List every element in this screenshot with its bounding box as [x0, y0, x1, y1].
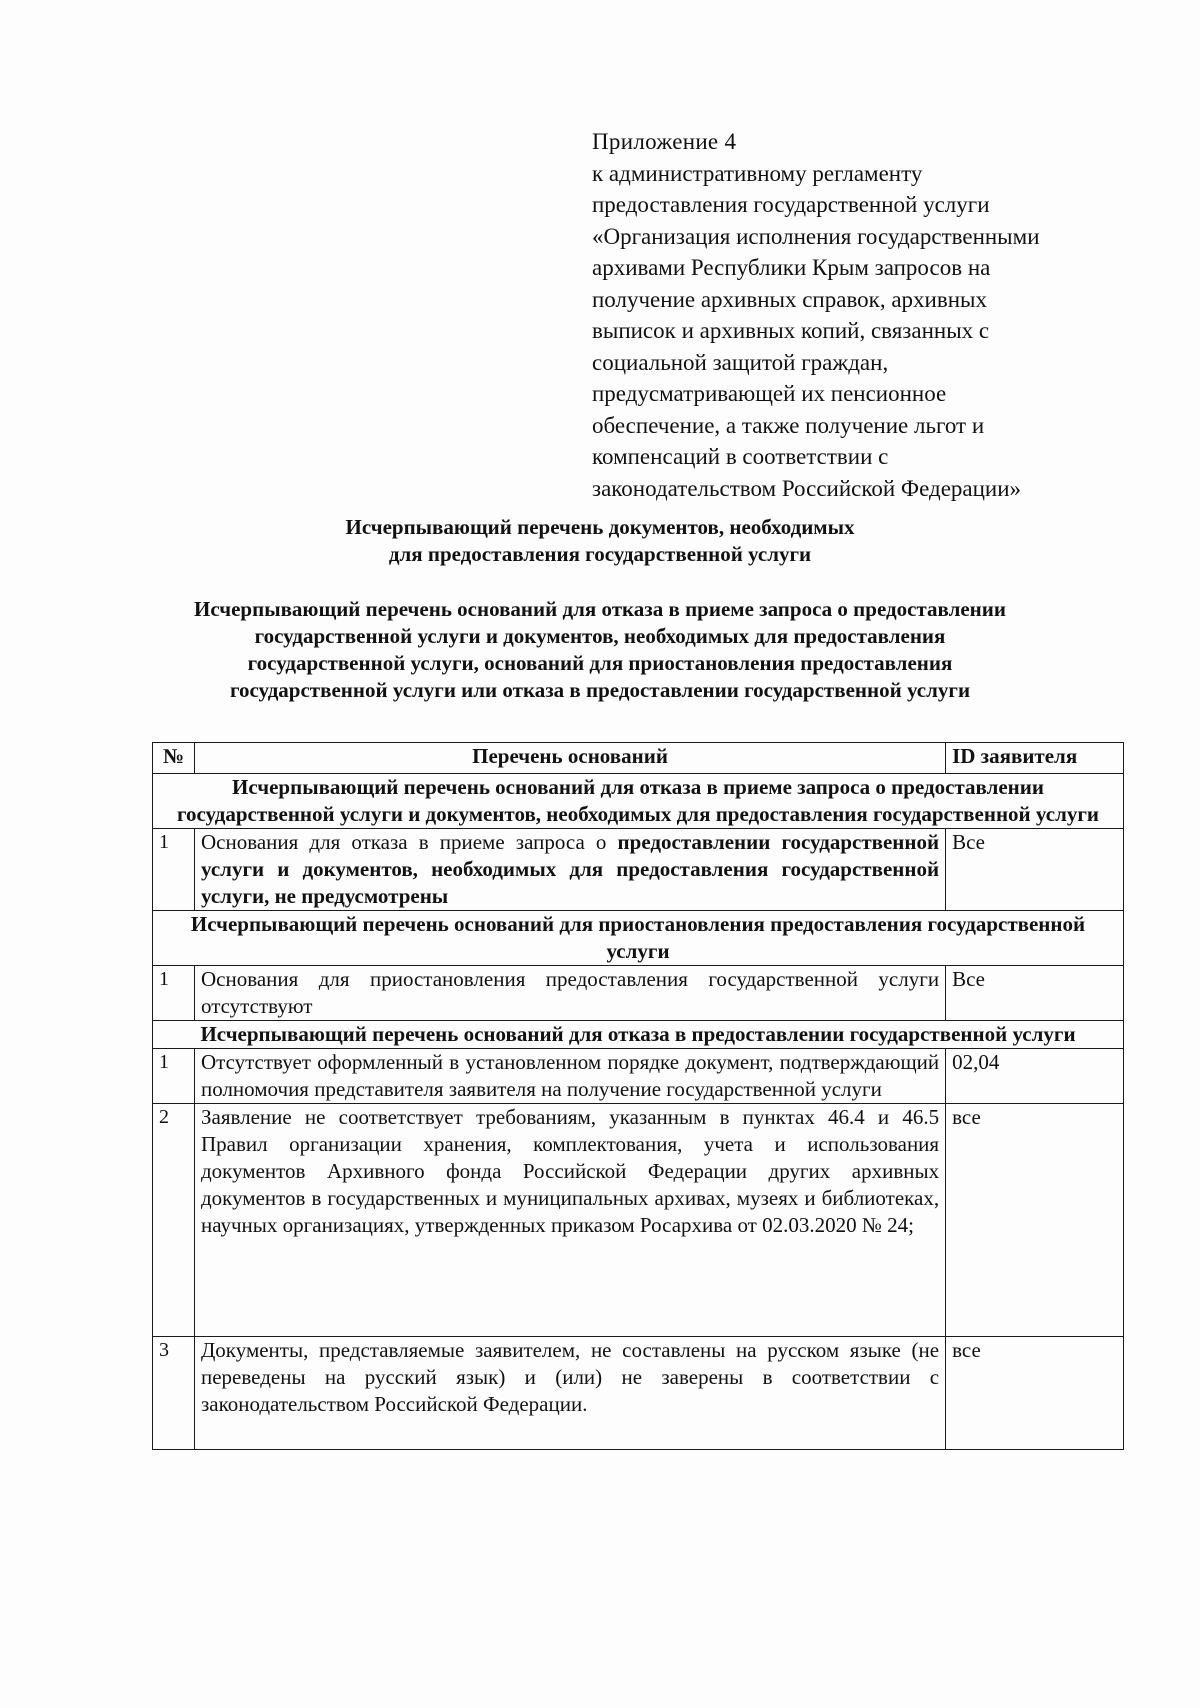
title-line: государственной услуги, оснований для приостановления предоставления [247, 651, 953, 675]
appendix-line: предоставления государственной услуги [592, 192, 990, 217]
row-grounds-text: Основания для приостановления предоставления государственной услуги отсутствуют [194, 966, 945, 1021]
header-grounds: Перечень оснований [194, 743, 945, 774]
appendix-reference [592, 126, 1132, 504]
row-number: 2 [153, 1104, 195, 1337]
appendix-line: обеспечение, а также получение льгот и [592, 412, 985, 438]
header-applicant-id: ID заявителя [946, 743, 1124, 774]
title-line: Исчерпывающий перечень оснований для отказа в приеме запроса о предоставлении [194, 597, 1006, 621]
table-row [153, 829, 1124, 911]
title-line: для предоставления государственной услуги [388, 542, 812, 566]
appendix-line: законодательством Российской Федерации» [592, 475, 1022, 501]
row-applicant-id: Все [946, 829, 1124, 911]
row-grounds-text: Отсутствует оформленный в установленном порядке документ, подтверждающий полномочия представителя заявителя на получение государственной услуги [194, 1049, 945, 1104]
section-heading-row [153, 911, 1124, 966]
row-number: 3 [153, 1337, 195, 1450]
appendix-line: архивами Республики Крым запросов на [592, 255, 991, 280]
appendix-line: «Организация исполнения государственными [592, 223, 1040, 249]
table-header-row [153, 743, 1124, 774]
row-grounds-text [194, 829, 945, 911]
title-line: государственной услуги и документов, необходимых для предоставления [254, 624, 946, 648]
row-grounds-text: Документы, представляемые заявителем, не составлены на русском языке (не переведены на русский язык) и (или) не заверены в соответствии с законодательством Российской Федерации. [194, 1337, 945, 1450]
grounds-table [152, 742, 1124, 1450]
section-heading: Исчерпывающий перечень оснований для отказа в предоставлении государственной услуги [153, 1021, 1124, 1049]
table-row [153, 1337, 1124, 1450]
appendix-line: Приложение 4 [592, 129, 737, 154]
appendix-line: компенсаций в соответствии с [592, 444, 889, 469]
section-heading-row [153, 774, 1124, 829]
table-row [153, 966, 1124, 1021]
appendix-line: социальной защитой граждан, [592, 349, 889, 375]
section-heading-row [153, 1021, 1124, 1049]
row-number: 1 [153, 1049, 195, 1104]
appendix-line: получение архивных справок, архивных [592, 286, 987, 312]
title-line: государственной услуги или отказа в предоставлении государственной услуги [229, 678, 971, 702]
title-line: Исчерпывающий перечень документов, необходимых [345, 515, 855, 539]
row-grounds-text: Заявление не соответствует требованиям, указанным в пунктах 46.4 и 46.5 Правил организации хранения, комплектования, учета и использования документов Архивного фонда Российской Федерации других архивных документов в государственных и муниципальных архивах, музеях и библиотеках, научных организациях, утвержденных приказом Росархива от 02.03.2020 № 24; [194, 1104, 945, 1337]
documents-list-title [100, 514, 1100, 568]
row-applicant-id: Все [946, 966, 1124, 1021]
grounds-list-title [100, 596, 1100, 704]
appendix-line: предусматривающей их пенсионное [592, 381, 947, 406]
section-heading: Исчерпывающий перечень оснований для отказа в приеме запроса о предоставлении государственной услуги и документов, необходимых для предоставления государственной услуги [153, 774, 1124, 829]
appendix-line: к административному регламенту [592, 160, 923, 186]
table-row [153, 1049, 1124, 1104]
header-number: № [153, 743, 195, 774]
section-heading: Исчерпывающий перечень оснований для приостановления предоставления государственной услуги [153, 911, 1124, 966]
table-row [153, 1104, 1124, 1337]
appendix-line: выписок и архивных копий, связанных с [592, 318, 990, 343]
row-applicant-id: 02,04 [946, 1049, 1124, 1104]
row-applicant-id: все [946, 1104, 1124, 1337]
row-text-bold: предоставлении государственной услуги и документов, необходимых для предоставления государственной услуги, не предусмотрены [200, 830, 940, 908]
row-text-plain: Основания для отказа в приеме запроса о [200, 830, 618, 854]
row-number: 1 [153, 966, 195, 1021]
row-applicant-id: все [946, 1337, 1124, 1450]
row-number: 1 [153, 829, 195, 911]
